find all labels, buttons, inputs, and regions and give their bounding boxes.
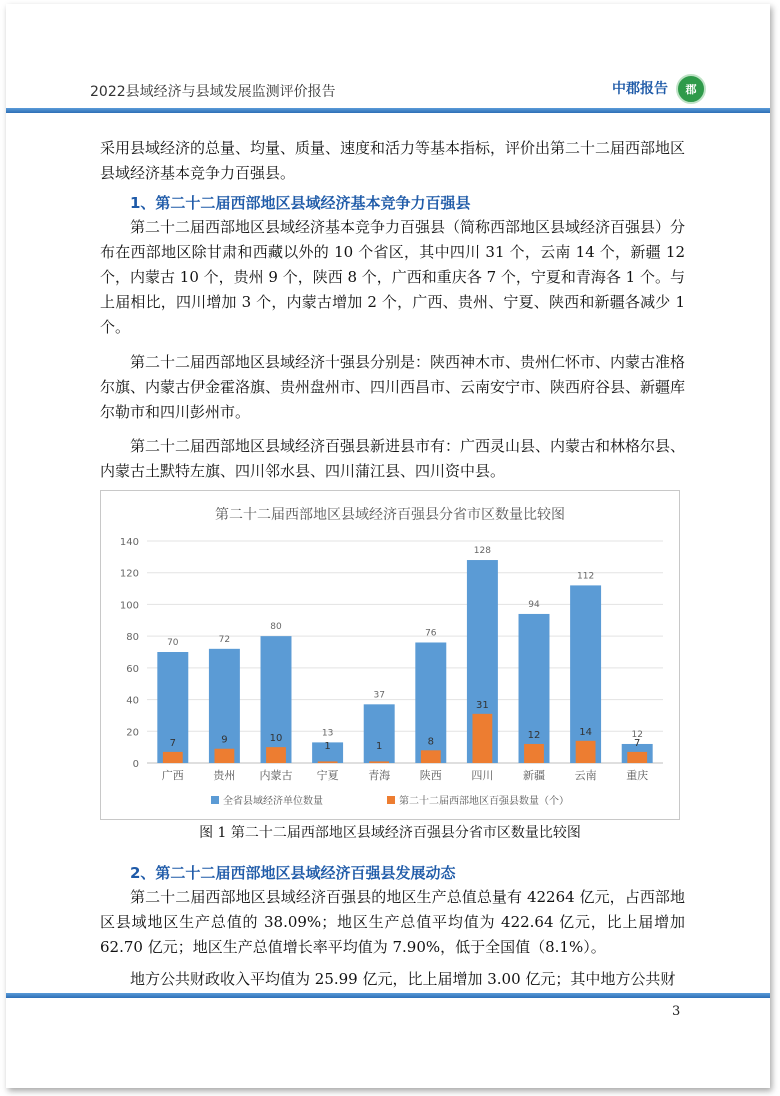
bar-top-hundred — [627, 752, 647, 763]
y-tick-label: 80 — [126, 632, 139, 644]
report-title: 2022县域经济与县域发展监测评价报告 — [90, 84, 336, 100]
x-tick-label: 贵州 — [213, 769, 236, 782]
bar-county-units — [364, 704, 395, 763]
data-label-top-hundred: 7 — [169, 737, 176, 749]
data-label-top-hundred: 1 — [376, 741, 383, 752]
header-rule — [6, 108, 770, 113]
y-tick-label: 120 — [119, 568, 139, 580]
logo-text: 郡 — [685, 83, 697, 96]
gdp-paragraph: 第二十二届西部地区县域经济百强县的地区生产总值总量有 42264 亿元，占西部地区县域地区生产总值的 38.09%；地区生产总值平均值为 422.64 亿元，比上届增加 62.70 亿元；地区生产总值增长率平均值为 7.90%，低于全国值（8.1%）。 — [100, 888, 685, 956]
top-ten-paragraph: 第二十二届西部地区县域经济十强县分别是：陕西神木市、贵州仁怀市、内蒙古准格尔旗、内蒙古伊金霍洛旗、贵州盘州市、四川西昌市、云南安宁市、陕西府谷县、新疆库尔勒市和四川彭州市。 — [100, 353, 686, 421]
x-tick-label: 重庆 — [626, 769, 649, 782]
data-label-county-units: 12 — [631, 729, 643, 740]
y-tick-label: 60 — [126, 663, 139, 675]
bar-top-hundred — [318, 761, 338, 763]
brand-name: 中郡报告 — [612, 81, 668, 97]
bar-top-hundred — [369, 761, 389, 763]
legend-label-county-units: 全省县域经济单位数量 — [223, 796, 323, 807]
x-tick-label: 青海 — [368, 769, 391, 782]
x-tick-label: 陕西 — [419, 769, 442, 782]
bar-top-hundred — [214, 749, 234, 763]
bar-chart — [100, 490, 680, 820]
legend-swatch-county-units — [211, 796, 219, 804]
bar-county-units — [209, 649, 240, 763]
x-tick-label: 新疆 — [523, 769, 545, 782]
intro-paragraph: 采用县域经济的总量、均量、质量、速度和活力等基本指标，评价出第二十二届西部地区县域经济基本竞争力百强县。 — [100, 139, 686, 182]
data-label-county-units: 94 — [528, 599, 540, 610]
section-heading-2: 2、第二十二届西部地区县域经济百强县发展动态 — [130, 864, 456, 882]
y-tick-label: 40 — [126, 695, 139, 707]
data-label-top-hundred: 31 — [476, 699, 489, 711]
legend-swatch-top-hundred — [387, 796, 395, 804]
bar-top-hundred — [524, 744, 544, 763]
data-label-county-units: 76 — [425, 628, 437, 639]
x-tick-label: 云南 — [574, 769, 597, 782]
chart-title: 第二十二届西部地区县域经济百强县分省市区数量比较图 — [215, 507, 565, 523]
data-label-top-hundred: 1 — [324, 741, 331, 752]
bar-top-hundred — [266, 747, 286, 763]
footer-rule — [6, 993, 770, 998]
y-tick-label: 20 — [126, 727, 139, 739]
data-label-county-units: 128 — [473, 546, 491, 557]
y-tick-label: 0 — [132, 759, 139, 770]
new-entrants-paragraph: 第二十二届西部地区县域经济百强县新进县市有：广西灵山县、内蒙古和林格尔县、内蒙古土默特左旗、四川邻水县、四川蒲江县、四川资中县。 — [100, 437, 686, 480]
x-tick-label: 四川 — [471, 769, 494, 782]
bar-top-hundred — [576, 741, 596, 763]
bar-top-hundred — [421, 750, 441, 763]
data-label-top-hundred: 12 — [527, 729, 541, 741]
data-label-county-units: 80 — [270, 622, 282, 633]
data-label-county-units: 112 — [577, 571, 595, 582]
page-number: 3 — [672, 1004, 681, 1019]
x-tick-label: 广西 — [161, 769, 184, 782]
data-label-county-units: 72 — [218, 634, 231, 645]
section-heading-1: 1、第二十二届西部地区县域经济基本竞争力百强县 — [130, 194, 471, 212]
distribution-paragraph: 第二十二届西部地区县域经济基本竞争力百强县（简称西部地区县域经济百强县）分布在西部地区除甘肃和西藏以外的 10 个省区，其中四川 31 个，云南 14 个，新疆 12 个，内蒙古 10 个，贵州 9 个，陕西 8 个，广西和重庆各 7 个，宁夏和青海各 1 个。与上届相比，四川增加 3 个，内蒙古增加 2 个，广西、贵州、宁夏、陕西和新疆各减少 1 个。 — [100, 218, 686, 336]
data-label-top-hundred: 9 — [221, 734, 228, 746]
legend-label-top-hundred: 第二十二届西部地区百强县数量（个） — [399, 796, 569, 807]
data-label-county-units: 70 — [167, 638, 179, 648]
data-label-county-units: 13 — [321, 728, 334, 739]
bar-top-hundred — [472, 714, 492, 763]
data-label-top-hundred: 8 — [427, 736, 434, 748]
revenue-paragraph: 地方公共财政收入平均值为 25.99 亿元，比上届增加 3.00 亿元；其中地方公共财 — [130, 970, 676, 988]
figure-caption: 图 1 第二十二届西部地区县域经济百强县分省市区数量比较图 — [199, 825, 581, 841]
brand-logo-icon — [676, 74, 706, 104]
data-label-top-hundred: 7 — [634, 737, 641, 749]
data-label-top-hundred: 14 — [579, 726, 592, 738]
y-tick-label: 140 — [119, 537, 139, 548]
chart-canvas — [101, 491, 679, 819]
x-tick-label: 宁夏 — [316, 769, 339, 782]
x-tick-label: 内蒙古 — [259, 769, 293, 782]
y-tick-label: 100 — [119, 600, 139, 612]
bar-top-hundred — [163, 752, 183, 763]
data-label-top-hundred: 10 — [269, 733, 283, 745]
data-label-county-units: 37 — [373, 690, 385, 701]
